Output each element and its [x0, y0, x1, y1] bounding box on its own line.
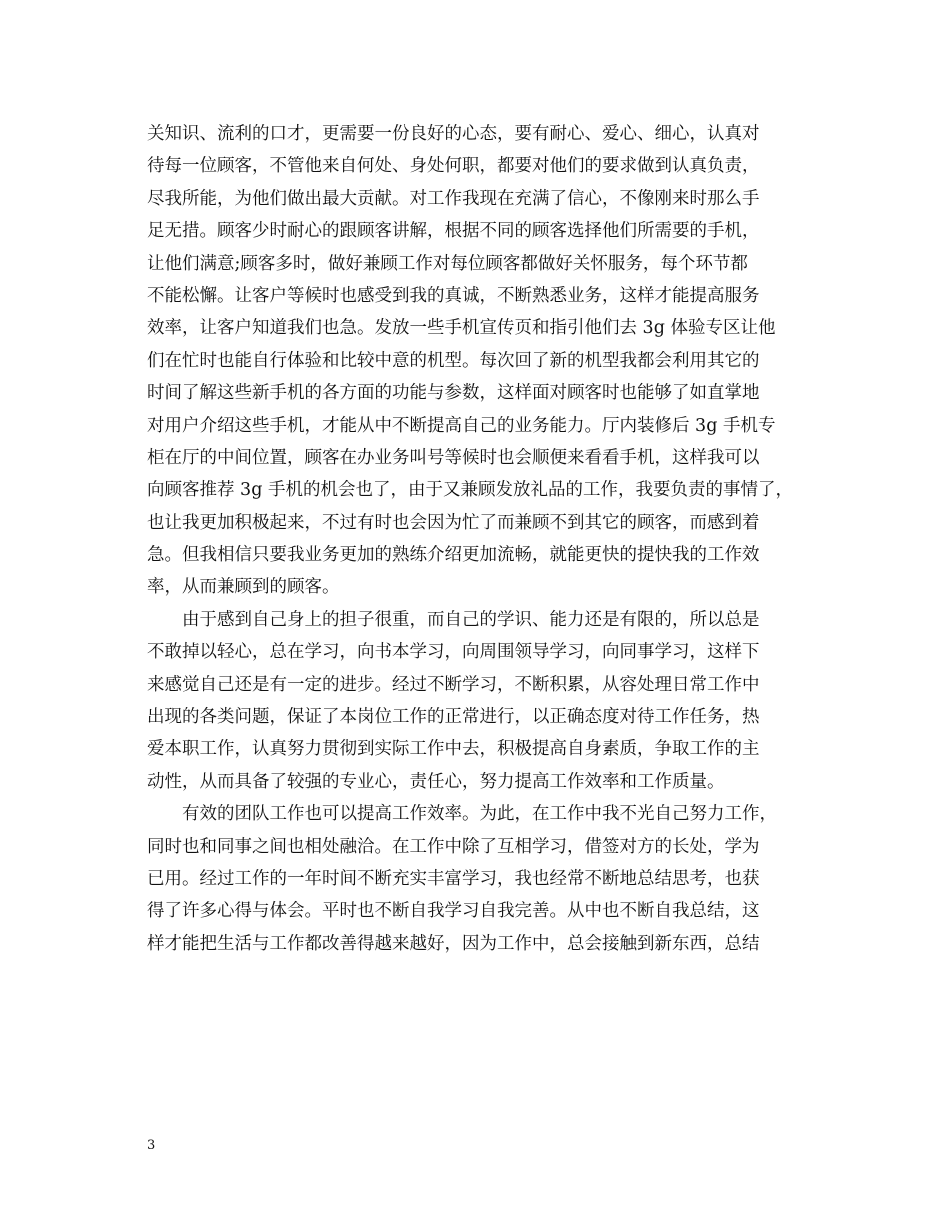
text-line: 对用户介绍这些手机，才能从中不断提高自己的业务能力。厅内装修后 3g 手机专 — [147, 415, 776, 436]
page-number: 3 — [147, 1138, 156, 1153]
text-line: 待每一位顾客，不管他来自何处、身处何职，都要对他们的要求做到认真负责， — [147, 156, 760, 177]
text-line: 效率，让客户知道我们也急。发放一些手机宣传页和指引他们去 3g 体验专区让他 — [147, 318, 776, 339]
text-line: 也让我更加积极起来，不过有时也会因为忙了而兼顾不到其它的顾客，而感到着 — [147, 512, 760, 533]
text-line: 不敢掉以轻心，总在学习，向书本学习，向周围领导学习，向同事学习，这样下 — [147, 642, 760, 663]
text-line: 出现的各类问题，保证了本岗位工作的正常进行，以正确态度对待工作任务，热 — [147, 707, 760, 728]
text-line: 让他们满意;顾客多时，做好兼顾工作对每位顾客都做好关怀服务，每个环节都 — [147, 253, 748, 274]
text-line: 爱本职工作，认真努力贯彻到实际工作中去，积极提高自身素质，争取工作的主 — [147, 739, 760, 760]
text-line: 得了许多心得与体会。平时也不断自我学习自我完善。从中也不断自我总结，这 — [147, 901, 760, 922]
text-line: 关知识、流利的口才，更需要一份良好的心态，要有耐心、爱心、细心，认真对 — [147, 124, 760, 144]
text-line: 向顾客推荐 3g 手机的机会也了，由于又兼顾发放礼品的工作，我要负责的事情了， — [147, 480, 793, 501]
body-text — [147, 118, 807, 960]
text-line: 有效的团队工作也可以提高工作效率。为此，在工作中我不光自己努力工作， — [182, 804, 777, 825]
text-line: 由于感到自己身上的担子很重，而自己的学识、能力还是有限的，所以总是 — [182, 609, 760, 630]
text-line: 急。但我相信只要我业务更加的熟练介绍更加流畅，就能更快的提快我的工作效 — [147, 545, 760, 566]
text-line: 柜在厅的中间位置，顾客在办业务叫号等候时也会顺便来看看手机，这样我可以 — [147, 447, 760, 468]
text-line: 时间了解这些新手机的各方面的功能与参数，这样面对顾客时也能够了如直掌地 — [147, 383, 760, 404]
text-line: 们在忙时也能自行体验和比较中意的机型。每次回了新的机型我都会利用其它的 — [147, 350, 760, 371]
text-line: 同时也和同事之间也相处融洽。在工作中除了互相学习，借签对方的长处，学为 — [147, 836, 760, 857]
text-line: 样才能把生活与工作都改善得越来越好，因为工作中，总会接触到新东西，总结 — [147, 933, 760, 954]
text-line: 率，从而兼顾到的顾客。 — [147, 577, 340, 598]
text-line: 足无措。顾客少时耐心的跟顾客讲解，根据不同的顾客选择他们所需要的手机， — [147, 221, 760, 242]
text-line: 动性，从而具备了较强的专业心，责任心，努力提高工作效率和工作质量。 — [147, 771, 725, 792]
text-line: 尽我所能，为他们做出最大贡献。对工作我现在充满了信心，不像刚来时那么手 — [147, 188, 760, 209]
text-line: 已用。经过工作的一年时间不断充实丰富学习，我也经常不断地总结思考，也获 — [147, 868, 760, 889]
text-line: 不能松懈。让客户等候时也感受到我的真诚，不断熟悉业务，这样才能提高服务 — [147, 285, 760, 306]
text-line: 来感觉自己还是有一定的进步。经过不断学习，不断积累，从容处理日常工作中 — [147, 674, 760, 695]
